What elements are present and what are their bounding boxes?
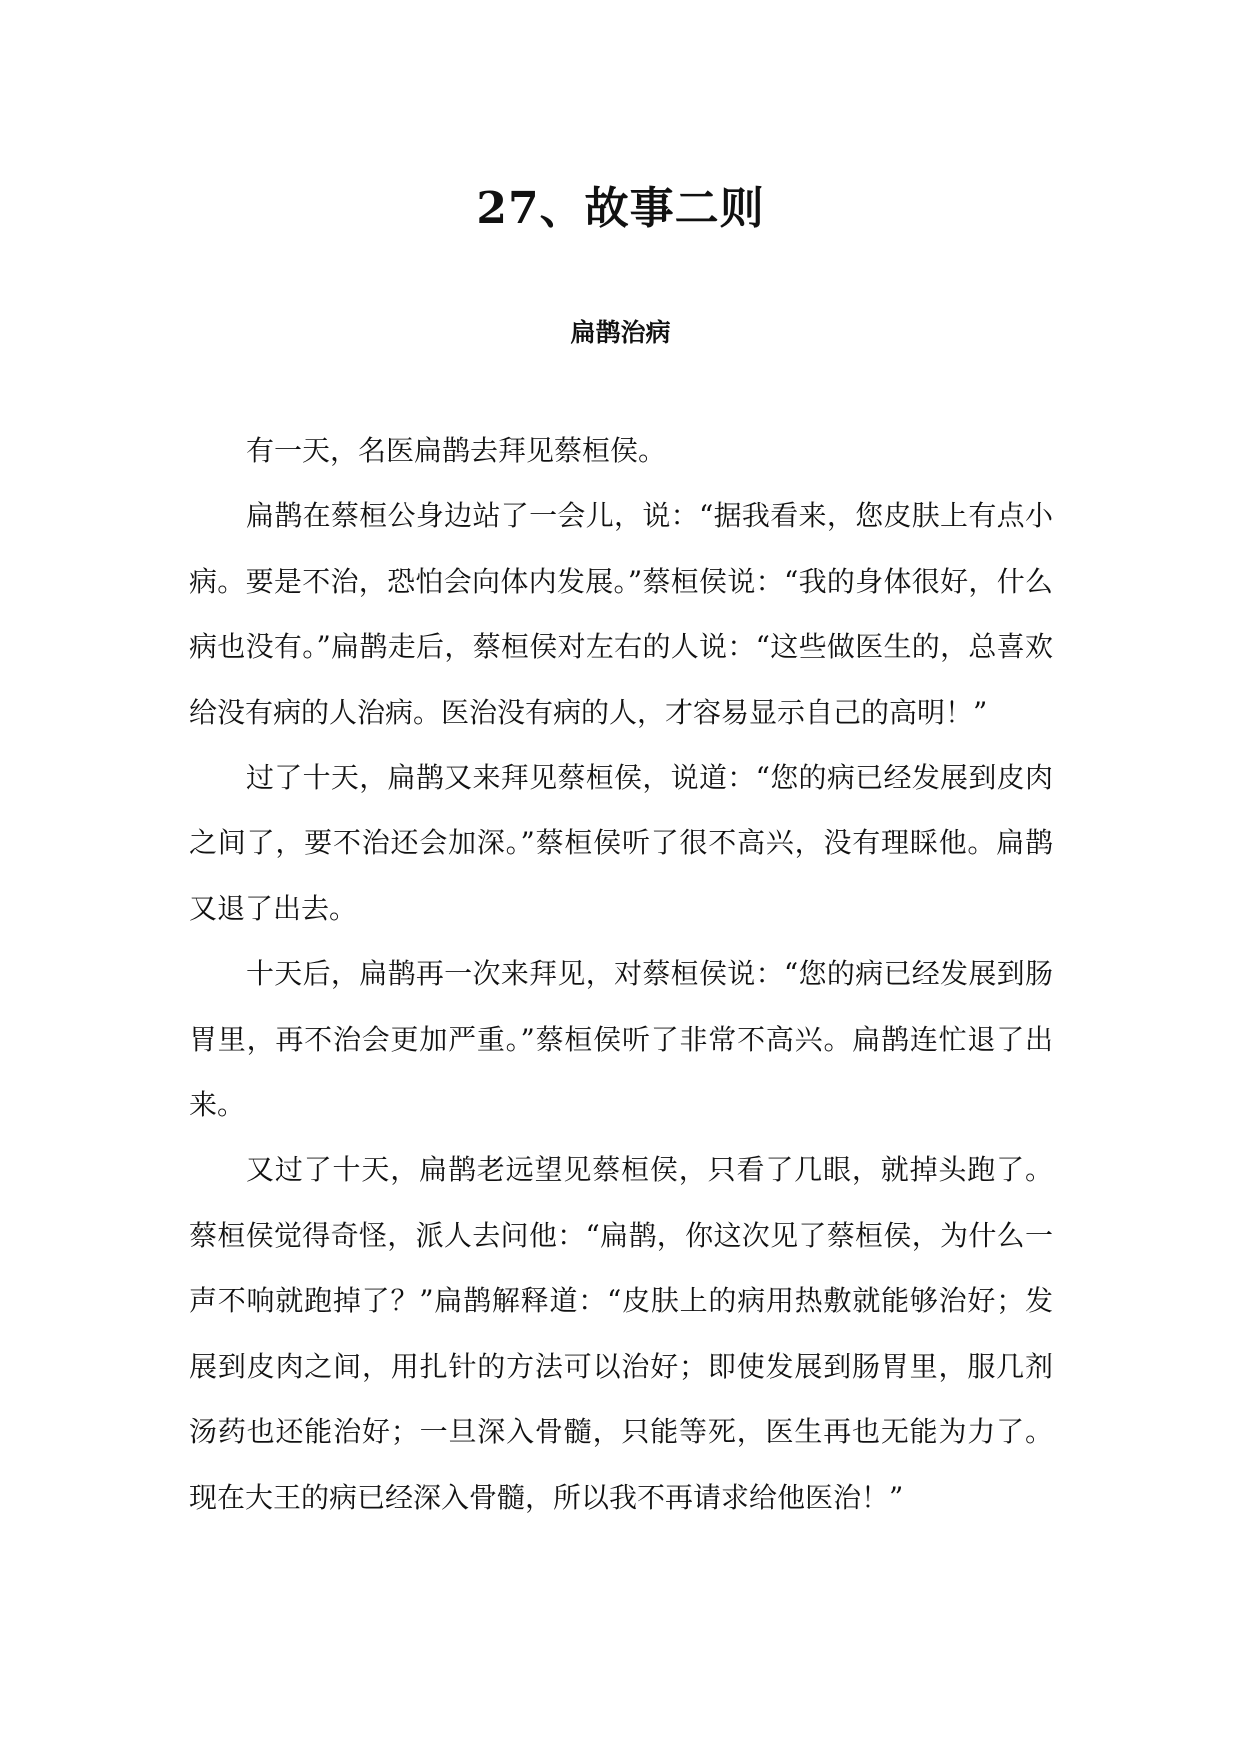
paragraph-1: 有一天，名医扁鹊去拜见蔡桓侯。 xyxy=(246,434,667,467)
paragraph-2: 扁鹊在蔡桓公身边站了一会儿，说：“据我看来，您皮肤上有点小病。要是不治，恐怕会向体内发展。”蔡桓侯说：“我的身体很好，什么病也没有。”扁鹊走后，蔡桓侯对左右的人说：“这些做医生的，总喜欢给没有病的人治病。医治没有病的人，才容易显示自己的高明！” xyxy=(189,499,1053,729)
document-title: 27、故事二则 xyxy=(476,183,765,235)
story-body xyxy=(189,418,1053,1530)
paragraph-5: 又过了十天，扁鹊老远望见蔡桓侯，只看了几眼，就掉头跑了。蔡桓侯觉得奇怪，派人去问他：“扁鹊，你这次见了蔡桓侯，为什么一声不响就跑掉了？”扁鹊解释道：“皮肤上的病用热敷就能够治好；发展到皮肉之间，用扎针的方法可以治好；即使发展到肠胃里，服几剂汤药也还能治好；一旦深入骨髓，只能等死，医生再也无能为力了。现在大王的病已经深入骨髓，所以我不再请求给他医治！” xyxy=(189,1153,1053,1514)
paragraph-3: 过了十天，扁鹊又来拜见蔡桓侯，说道：“您的病已经发展到皮肉之间了，要不治还会加深。”蔡桓侯听了很不高兴，没有理睬他。扁鹊又退了出去。 xyxy=(189,761,1053,925)
story-subtitle: 扁鹊治病 xyxy=(570,317,671,347)
paragraph-4: 十天后，扁鹊再一次来拜见，对蔡桓侯说：“您的病已经发展到肠胃里，再不治会更加严重。”蔡桓侯听了非常不高兴。扁鹊连忙退了出来。 xyxy=(189,957,1053,1122)
